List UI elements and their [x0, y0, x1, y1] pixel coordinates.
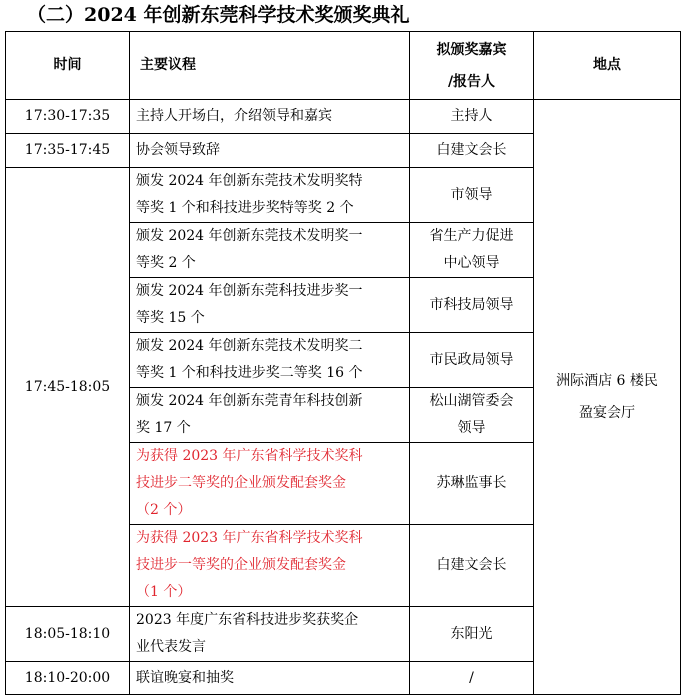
agenda-line: 颁发 2024 年创新东莞科技进步奖一 [136, 283, 363, 299]
agenda-cell [130, 134, 410, 168]
guest-line: / [469, 669, 474, 686]
agenda-line: 颁发 2024 年创新东莞技术发明奖一 [136, 228, 363, 244]
agenda-line: （1 个） [136, 584, 192, 600]
guest-cell [410, 134, 534, 168]
agenda-cell [130, 525, 410, 607]
agenda-line: 颁发 2024 年创新东莞技术发明奖特 [136, 173, 363, 189]
agenda-line: 联谊晚宴和抽奖 [136, 669, 234, 686]
section-heading: （二）2024 年创新东莞科学技术奖颁奖典礼 [27, 4, 410, 26]
guest-line: 东阳光 [450, 625, 493, 642]
agenda-body [6, 100, 681, 695]
header-agenda: 主要议程 [130, 32, 410, 100]
guest-line: 苏琳监事长 [436, 475, 507, 491]
guest-line: 市科技局领导 [429, 296, 514, 313]
agenda-cell [130, 223, 410, 278]
agenda-line: 协会领导致辞 [136, 142, 220, 158]
agenda-line: 主持人开场白，介绍领导和嘉宾 [136, 108, 332, 124]
guest-line: 领导 [457, 420, 486, 436]
agenda-line: 技进步二等奖的企业颁发配套奖金 [136, 475, 346, 491]
header-guest-line2: /报告人 [447, 73, 496, 90]
guest-line: 松山湖管委会 [429, 393, 514, 409]
guest-cell [410, 223, 534, 278]
agenda-line: 颁发 2024 年创新东莞青年科技创新 [136, 393, 363, 409]
guest-cell [410, 443, 534, 525]
guest-line: 主持人 [450, 108, 493, 124]
guest-line: 市民政局领导 [429, 351, 514, 368]
agenda-line: 技进步一等奖的企业颁发配套奖金 [136, 557, 346, 573]
guest-cell [410, 100, 534, 134]
guest-cell [410, 607, 534, 662]
agenda-cell [130, 607, 410, 662]
time-cell: 18:05-18:10 [6, 607, 130, 662]
guest-cell [410, 333, 534, 388]
agenda-line: 为获得 2023 年广东省科学技术奖科 [136, 530, 363, 546]
agenda-cell [130, 662, 410, 695]
agenda-cell [130, 333, 410, 388]
agenda-line: 等奖 1 个和科技进步奖特等奖 2 个 [136, 200, 354, 216]
agenda-line: 等奖 1 个和科技进步奖二等奖 16 个 [136, 365, 363, 381]
guest-cell [410, 168, 534, 223]
guest-cell [410, 278, 534, 333]
agenda-cell [130, 168, 410, 223]
guest-line: 白建文会长 [436, 557, 507, 573]
guest-cell [410, 525, 534, 607]
location-line1: 洲际酒店 6 楼民 [556, 373, 658, 389]
agenda-line: 2023 年度广东省科技进步奖获奖企 [136, 612, 359, 628]
header-guest [410, 32, 534, 100]
agenda-line: 等奖 2 个 [136, 255, 196, 271]
agenda-table [5, 31, 681, 695]
agenda-line: （2 个） [136, 502, 192, 518]
time-cell: 17:30-17:35 [6, 100, 130, 134]
agenda-cell [130, 100, 410, 134]
guest-line: 白建文会长 [436, 142, 507, 158]
guest-cell [410, 388, 534, 443]
guest-line: 中心领导 [443, 255, 500, 271]
table-row [6, 100, 681, 134]
agenda-line: 为获得 2023 年广东省科学技术奖科 [136, 448, 363, 464]
agenda-cell [130, 443, 410, 525]
time-cell: 17:35-17:45 [6, 134, 130, 168]
time-cell: 18:10-20:00 [6, 662, 130, 695]
agenda-cell [130, 278, 410, 333]
header-guest-line1: 拟颁奖嘉宾 [436, 41, 507, 58]
guest-line: 省生产力促进 [429, 228, 514, 244]
guest-cell [410, 662, 534, 695]
agenda-line: 业代表发言 [136, 639, 206, 655]
agenda-line: 奖 17 个 [136, 420, 191, 436]
time-cell: 17:45-18:05 [6, 168, 130, 607]
agenda-line: 颁发 2024 年创新东莞技术发明奖二 [136, 338, 363, 354]
agenda-cell [130, 388, 410, 443]
agenda-line: 等奖 15 个 [136, 310, 205, 326]
guest-line: 市领导 [450, 186, 493, 203]
header-time: 时间 [6, 32, 130, 100]
header-location: 地点 [534, 32, 681, 100]
location-line2: 盈宴会厅 [579, 405, 635, 421]
header-row [6, 32, 681, 100]
location-cell [534, 100, 681, 695]
